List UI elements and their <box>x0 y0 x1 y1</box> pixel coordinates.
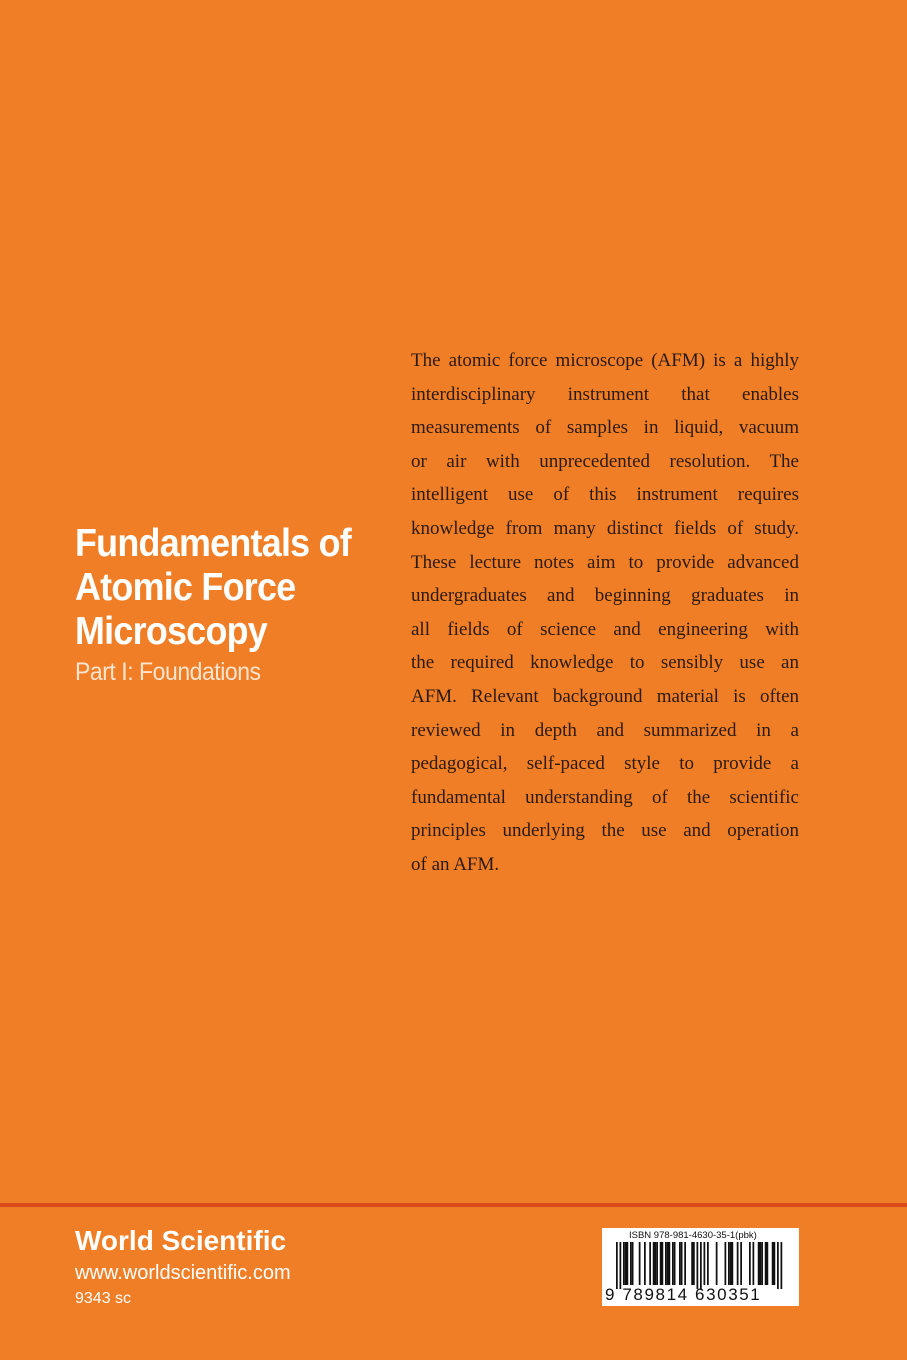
isbn-barcode <box>602 1228 799 1306</box>
barcode-bar <box>693 1242 695 1285</box>
barcode-bar <box>704 1242 706 1285</box>
barcode-bar <box>749 1242 751 1285</box>
barcode-bar <box>761 1242 763 1285</box>
isbn-label: ISBN 978-981-4630-35-1(pbk) <box>629 1230 757 1241</box>
description-line: knowledge from many distinct fields of study. <box>411 517 799 539</box>
barcode-bar <box>691 1242 693 1285</box>
description-line: or air with unprecedented resolution. The <box>411 450 799 472</box>
barcode-bar <box>625 1242 627 1285</box>
description-line: undergraduates and beginning graduates in <box>411 585 799 607</box>
barcode-bar <box>660 1242 662 1285</box>
description-line: principles underlying the use and operation <box>411 820 799 842</box>
catalog-code: 9343 sc <box>75 1290 132 1307</box>
barcode-bar <box>781 1242 783 1289</box>
barcode-bar <box>649 1242 651 1285</box>
barcode-bar <box>627 1242 629 1285</box>
barcode-bar <box>632 1242 634 1285</box>
barcode-bar <box>672 1242 674 1285</box>
publisher-url: www.worldscientific.com <box>75 1262 291 1284</box>
barcode-bar <box>681 1242 683 1285</box>
description-line: fundamental understanding of the scientific <box>411 786 799 808</box>
barcode-bar <box>772 1242 774 1285</box>
description-line: AFM. Relevant background material is often <box>411 685 799 707</box>
description-line: pedagogical, self-paced style to provide a <box>411 753 799 775</box>
description-line: reviewed in depth and summarized in a <box>411 719 799 741</box>
barcode-bar <box>662 1242 664 1285</box>
description-line: measurements of samples in liquid, vacuum <box>411 417 799 439</box>
barcode-bar <box>732 1242 734 1285</box>
barcode-bar <box>728 1242 730 1285</box>
barcode-bar <box>630 1242 632 1285</box>
barcode-bar <box>765 1242 767 1285</box>
book-title-block <box>75 522 405 687</box>
book-title-line-1: Fundamentals of <box>75 522 352 565</box>
book-title-line-2: Atomic Force <box>75 566 296 609</box>
barcode-bar <box>653 1242 655 1285</box>
barcode-bar <box>667 1242 669 1285</box>
publisher-block <box>75 1224 291 1311</box>
barcode-bar <box>737 1242 739 1285</box>
book-subtitle: Part I: Foundations <box>75 658 261 686</box>
barcode-bar <box>730 1242 732 1285</box>
barcode-bar <box>716 1242 718 1285</box>
barcode-bar <box>644 1242 646 1285</box>
barcode-bar <box>774 1242 776 1285</box>
publisher-name: World Scientific <box>75 1225 287 1256</box>
barcode-bar <box>753 1242 755 1285</box>
description-line-last: of an AFM. <box>411 853 500 875</box>
barcode-bar <box>669 1242 671 1285</box>
barcode-bar <box>777 1242 779 1289</box>
barcode-bar <box>684 1242 686 1285</box>
description-line: intelligent use of this instrument requires <box>411 484 799 506</box>
description-line: These lecture notes aim to provide advanced <box>411 551 799 573</box>
barcode-bar <box>700 1242 702 1289</box>
barcode-bar <box>740 1242 742 1285</box>
book-description <box>411 344 799 882</box>
description-line: the required knowledge to sensibly use an <box>411 652 799 674</box>
barcode-bar <box>655 1242 657 1285</box>
barcode-bar <box>767 1242 769 1285</box>
book-title-line-3: Microscopy <box>75 610 268 653</box>
barcode-bar <box>707 1242 709 1285</box>
barcode-bar <box>674 1242 676 1285</box>
footer-divider <box>0 1203 907 1207</box>
barcode-bar <box>656 1242 658 1285</box>
description-line: interdisciplinary instrument that enables <box>411 383 799 405</box>
barcode-bar <box>623 1242 625 1285</box>
barcode-bar <box>725 1242 727 1285</box>
barcode-bar <box>758 1242 760 1285</box>
description-line: all fields of science and engineering with <box>411 618 799 640</box>
barcode-bar <box>620 1242 622 1289</box>
description-line: The atomic force microscope (AFM) is a highly <box>411 350 799 371</box>
barcode-bar <box>760 1242 762 1285</box>
barcode-bar <box>616 1242 618 1289</box>
barcode-bar <box>697 1242 699 1289</box>
barcode-digits: 9 789814 630351 <box>605 1285 762 1304</box>
barcode-bar <box>639 1242 641 1285</box>
barcode-bar <box>679 1242 681 1285</box>
barcode-bar <box>665 1242 667 1285</box>
